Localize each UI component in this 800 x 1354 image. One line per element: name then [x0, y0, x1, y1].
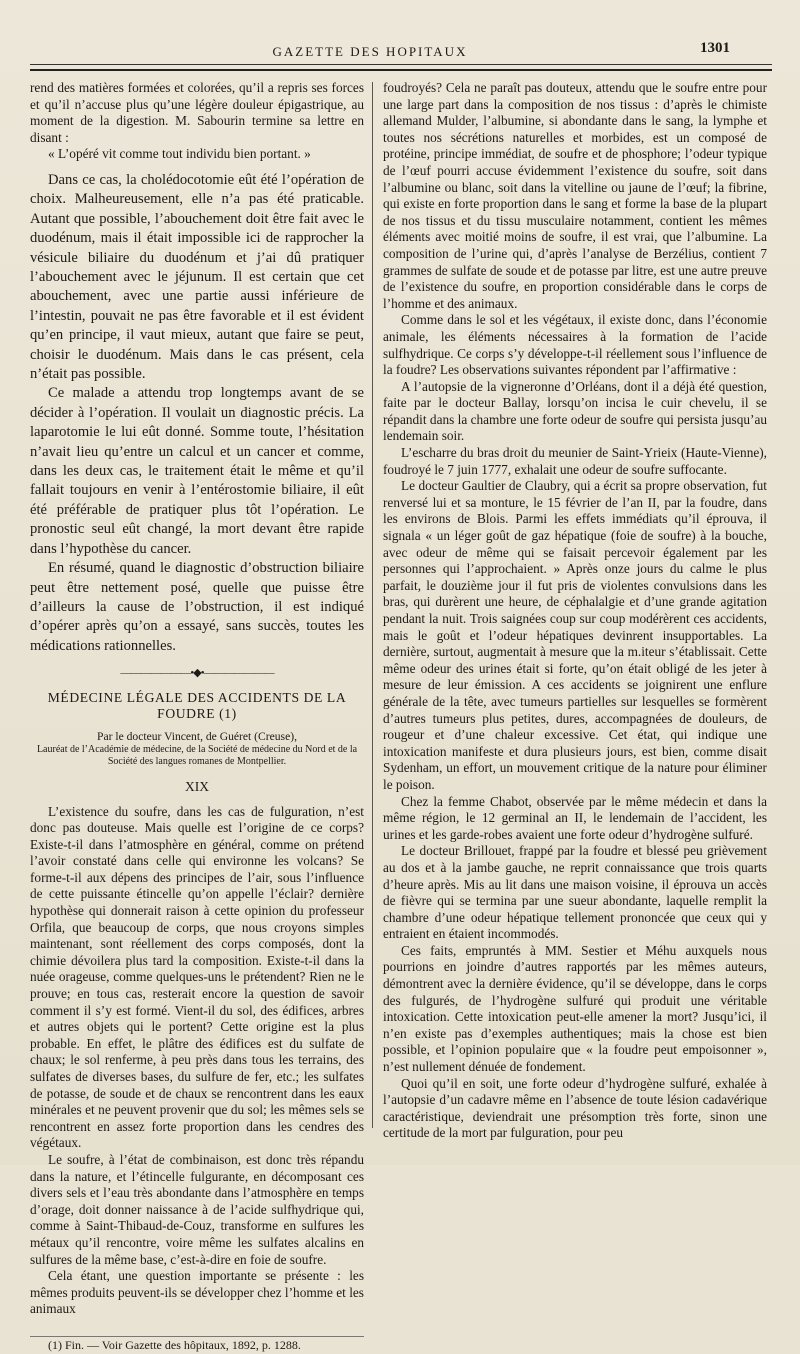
paragraph: Chez la femme Chabot, observée par le même médecin et dans la même région, le 12 germinal an II, le lendemain de l’accident, les urines et les garde-robes avaient une forte odeur d’hydrogène sulfuré. — [383, 793, 767, 842]
paragraph: Cela étant, une question importante se présente : les mêmes produits peuvent-ils se développer chez l’homme et les animaux — [30, 1268, 364, 1317]
paragraph: « L’opéré vit comme tout individu bien portant. » — [48, 146, 311, 162]
paragraph: Dans ce cas, la cholédocotomie eût été l’opération de choix. Malheureusement, elle n’a pas été praticable. Autant que possible, l’abouchement doit être fait avec le duodénum, mais il était impossible ici de rapprocher la vésicule biliaire du duodénum et j’ai dû pratiquer l’abouchement avec le jéjunum. Il est certain que cet abouchement, avec une partie aussi inférieure de l’intestin, pouvait ne pas être favorable et il est évident qu’en principe, il vaut mieux, autant que faire se peut, choisir le duodénum. Mais dans le cas présent, cela n’était pas possible. — [30, 171, 364, 383]
paragraph: L’existence du soufre, dans les cas de fulguration, n’est donc pas douteuse. Mais quelle est l’origine de ce corps? Existe-t-il dans l’atmosphère en général, comme on prétend l’avoir constaté dans celle qui environne les volcans? Se forme-t-il aux dépens des principes de l’air, sous l’influence de cette puissante étincelle qu’on appelle l’éclair? dernière hypothèse qui donnerait raison à cette opinion du professeur Orfila, que beaucoup de corps, que nous croyons simples maintenant, sont réellement des corps composés, dont la chimie dévoilera plus tard la composition. Existe-t-il dans la nuée orageuse, comme quelques-uns le prétendent? Rien ne le prouve; en tous cas, resterait encore la question de savoir comment il s’y est formé. Vient-il du sol, des édifices, arbres et autres objets qui le portent? Cette origine est la plus probable. En effet, le plâtre des édifices est du sulfate de chaux; le sol renferme, à peu près dans tous les terrains, des sulfates de diverses bases, du sulfure de fer, etc.; les sulfates de potasse, de soude et de chaux se rencontrent dans les eaux minérales et ne peuvent provenir que du sol; les mêmes sels se rencontrent en assez forte proportion dans les cendres des végétaux. — [30, 803, 364, 1151]
paragraph: rend des matières formées et colorées, qu’il a repris ses forces et qu’il n’accuse plus qu’une légère douleur épigastrique, au moment de la digestion. M. Sabourin termine sa lettre en disant : — [30, 80, 364, 145]
right-column — [383, 80, 767, 1142]
paragraph: Quoi qu’il en soit, une forte odeur d’hydrogène sulfuré, exhalée à l’autopsie d’un cadavre même en l’absence de toute lésion cadavérique caractéristique, deviendrait une présomption très forte, sinon une certitude de la mort par fulguration, pour peu — [383, 1075, 767, 1141]
paragraph: A l’autopsie de la vigneronne d’Orléans, dont il a déjà été question, faite par le docteur Ballay, lorsqu’on incisa le cuir chevelu, il se répandit dans la chambre une forte odeur de soufre qui persista jusqu’au lendemain soir. — [383, 378, 767, 444]
paragraph: foudroyés? Cela ne paraît pas douteux, attendu que le soufre entre pour une large part dans la composition de nos tissus : d’après le chimiste allemand Mulder, l’albumine, si abondante dans le sang, la lymphe et toutes nos sécrétions naturelles et morbides, est un composé de protéine, principe immédiat, de soufre et de phosphore; l’odeur typique de l’œuf pourri accuse évidemment l’existence du soufre, soit dans l’albumine ou blanc, soit dans la vitelline ou jaune de l’œuf; la fibrine, qui existe en forte proportion dans le sang et forme la base de la plupart de nos tissus et du tissu musculaire notamment, contient les mêmes éléments avec moitié moins de soufre, il est vrai, que l’albumine. La composition de l’urine qui, d’après l’analyse de Berzélius, contient 7 grammes de sulfate de soude et de potasse par litre, est une autre preuve de l’existence du soufre, en proportion considérable dans le corps de l’homme et des animaux. — [383, 80, 767, 311]
paragraph: L’escharre du bras droit du meunier de Saint-Yrieix (Haute-Vienne), foudroyé le 7 juin 1777, exhalait une odeur de soufre suffocante. — [383, 445, 767, 477]
section-ornament: ———————•◆•——————— — [120, 667, 274, 680]
page-number: 1301 — [700, 40, 730, 56]
paragraph: Ce malade a attendu trop longtemps avant de se décider à l’opération. Il voulait un diagnostic précis. La laparotomie le lui eût donné. Somme toute, l’hésitation n’avait lieu qu’entre un calcul et un cancer et comme, dans les deux cas, le traitement était le même et qu’il fallait toujours en venir à l’entérostomie biliaire, il eût été préférable de pratiquer plus tôt l’opération. Le pronostic seul eût changé, la mort devant être rapide dans l’hypothèse du cancer. — [30, 385, 364, 557]
paragraph: En résumé, quand le diagnostic d’obstruction biliaire peut être nettement posé, quelle que puisse être d’ailleurs la cause de l’obstruction, il est indiqué d’opérer après qu’on a essayé, sans succès, toutes les médications rationnelles. — [30, 560, 364, 654]
section-title: MÉDECINE LÉGALE DES ACCIDENTS DE LA FOUDRE (1) — [47, 689, 347, 722]
footnote: (1) Fin. — Voir Gazette des hôpitaux, 1892, p. 1288. — [48, 1337, 301, 1352]
author-affiliation: Lauréat de l’Académie de médecine, de la Société de médecine du Nord et de la Société des langues romanes de Montpellier. — [36, 743, 358, 768]
header-rule — [30, 64, 772, 65]
paragraph: Le docteur Brillouet, frappé par la foudre et blessé peu grièvement au dos et à la jambe gauche, ne reprit connaissance que trois quarts d’heure après. Mis au lit dans une maison voisine, il éprouva un accès de fièvre qui se termina par une sueur abondante, laquelle remplit la chambre d’une odeur hépatique tellement prononcée que ceux qui y entraient en étaient incommodés. — [383, 843, 767, 942]
paragraph: Comme dans le sol et les végétaux, il existe donc, dans l’économie animale, les éléments nécessaires à la formation de l’acide sulfhydrique. Ce corps s’y développe-t-il réellement sous l’influence de la foudre? Les observations suivantes répondent par l’affirmative : — [383, 312, 767, 378]
large-type-block — [30, 171, 364, 656]
left-column — [30, 80, 364, 1354]
header-rule-thick — [30, 69, 772, 71]
chapter-number: XIX — [185, 778, 209, 794]
paragraph: Ces faits, empruntés à MM. Sestier et Méhu auxquels nous pourrions en joindre d’autres rapportés par les mêmes auteurs, démontrent avec la dernière évidence, qu’il se développe, dans le corps des fulgurés, de l’hydrogène sulfuré qui produit une véritable intoxication. Cette intoxication peut-elle amener la mort? Jusqu’ici, il n’en existe pas d’exemples authentiques; mais la chose est bien possible, et l’opinion populaire que « la foudre peut empoisonner », n’est nullement dénuée de fondement. — [383, 942, 767, 1075]
paragraph: Le docteur Gaultier de Claubry, qui a écrit sa propre observation, fut renversé lui et sa monture, le 15 février de l’an II, par la foudre, dans les environs de Blois. Parmi les effets immédiats qu’il éprouva, il signala « un léger goût de gaz hépatique (foie de soufre) à la bouche, avec odeur de même qui se faisait percevoir également par les personnes qui l’approchaient. » Après onze jours du calme le plus parfait, le douzième jour il fut pris de violentes convulsions dans les bras, qui durèrent une heure, de céphalalgie et d’une grande agitation pendant la nuit. Trois saignées coup sur coup modérèrent ces accidents, mais le goût et l’odeur hépatiques devinrent insupportables. La dernière, surtout, augmentait à mesure que la m.iteur s’établissait. Cette même odeur des urines était si forte, qu’on était obligé de les jeter à mesure de leur émission. A ces accidents se joignirent une enflure générale de la tête, avec tumeurs partielles sur lesquelles se formèrent d’autres tumeurs plus petites, dures, accompagnées de douleurs, de rougeur et d’une chaleur excessive. Cet état, qui indique une intoxication manifeste et dura plusieurs jours, est bien, comme disait Sydenham, un effort, un mouvement critique de la nature pour éliminer le poison. — [383, 478, 767, 792]
author-byline: Par le docteur Vincent, de Guéret (Creuse), — [97, 729, 297, 743]
paragraph: Le soufre, à l’état de combinaison, est donc très répandu dans la nature, et l’étincelle fulgurante, en décomposant ces divers sels et l’eau très abondante dans l’atmosphère en temps d’orage, doit donner naissance à de l’acide sulfhydrique qui, comme à Saint-Thibaud-de-Couz, transforme en sulfures les métaux qu’il rencontre, voire même les sulfates alcalins en sulfures de la même base, c’est-à-dire en foie de soufre. — [30, 1151, 364, 1267]
running-header: GAZETTE DES HOPITAUX — [272, 44, 468, 59]
column-divider — [372, 82, 373, 1128]
